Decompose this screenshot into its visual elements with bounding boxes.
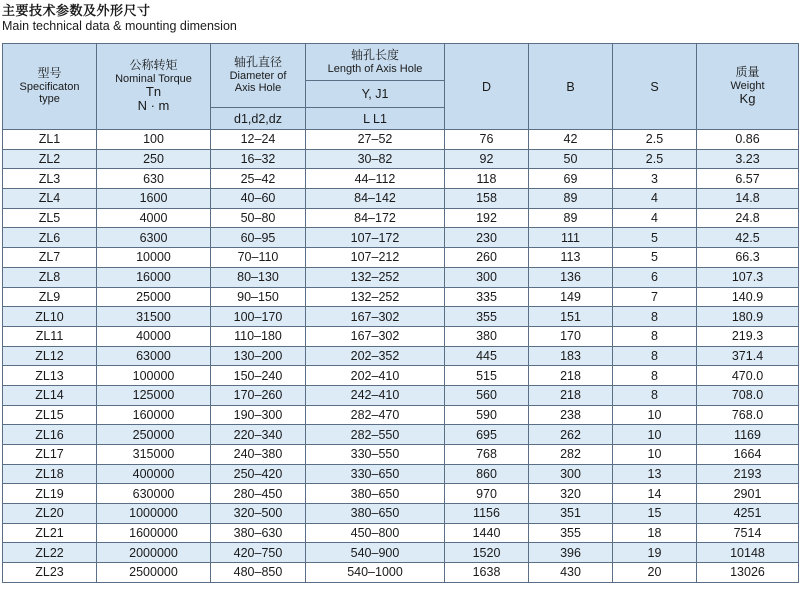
cell-D: 300 (445, 267, 529, 287)
table-row (3, 405, 799, 425)
cell-length: 107–172 (306, 228, 445, 248)
cell-type: ZL9 (3, 287, 97, 307)
cell-D: 515 (445, 366, 529, 386)
table-row (3, 228, 799, 248)
cell-length: 167–302 (306, 326, 445, 346)
table-row (3, 445, 799, 465)
cell-diameter: 150–240 (211, 366, 306, 386)
cell-S: 14 (613, 484, 697, 504)
cell-length: 540–900 (306, 543, 445, 563)
cell-D: 560 (445, 385, 529, 405)
cell-type: ZL13 (3, 366, 97, 386)
table-row (3, 267, 799, 287)
cell-S: 20 (613, 563, 697, 583)
header-type-en1: Specificaton (19, 80, 80, 93)
cell-S: 2.5 (613, 130, 697, 150)
cell-weight: 0.86 (697, 130, 799, 150)
cell-torque: 10000 (97, 248, 211, 268)
header-torque (97, 44, 211, 130)
cell-weight: 2901 (697, 484, 799, 504)
cell-weight: 66.3 (697, 248, 799, 268)
cell-torque: 6300 (97, 228, 211, 248)
cell-S: 8 (613, 346, 697, 366)
cell-diameter: 100–170 (211, 307, 306, 327)
cell-diameter: 480–850 (211, 563, 306, 583)
cell-type: ZL11 (3, 326, 97, 346)
cell-S: 8 (613, 385, 697, 405)
cell-torque: 125000 (97, 385, 211, 405)
cell-length: 540–1000 (306, 563, 445, 583)
cell-S: 8 (613, 307, 697, 327)
cell-type: ZL4 (3, 189, 97, 209)
cell-length: 450–800 (306, 523, 445, 543)
table-row (3, 130, 799, 150)
header-length (306, 44, 445, 81)
header-diameter-en1: Diameter of (229, 69, 287, 82)
cell-S: 19 (613, 543, 697, 563)
cell-S: 15 (613, 504, 697, 524)
table-row (3, 543, 799, 563)
table-row (3, 169, 799, 189)
cell-B: 151 (529, 307, 613, 327)
cell-weight: 24.8 (697, 208, 799, 228)
table-row (3, 366, 799, 386)
cell-B: 50 (529, 149, 613, 169)
cell-type: ZL3 (3, 169, 97, 189)
cell-type: ZL19 (3, 484, 97, 504)
header-length-sub: L L1 (306, 108, 445, 130)
cell-diameter: 25–42 (211, 169, 306, 189)
cell-S: 5 (613, 248, 697, 268)
cell-length: 202–410 (306, 366, 445, 386)
header-diameter-cn: 轴孔直径 (233, 55, 282, 70)
cell-length: 84–142 (306, 189, 445, 209)
header-B: B (529, 44, 613, 130)
table-row (3, 248, 799, 268)
cell-type: ZL20 (3, 504, 97, 524)
cell-B: 238 (529, 405, 613, 425)
cell-diameter: 130–200 (211, 346, 306, 366)
cell-length: 132–252 (306, 267, 445, 287)
cell-diameter: 70–110 (211, 248, 306, 268)
cell-length: 107–212 (306, 248, 445, 268)
cell-B: 149 (529, 287, 613, 307)
cell-weight: 219.3 (697, 326, 799, 346)
cell-torque: 1000000 (97, 504, 211, 524)
cell-D: 1440 (445, 523, 529, 543)
cell-type: ZL10 (3, 307, 97, 327)
cell-type: ZL21 (3, 523, 97, 543)
cell-torque: 2000000 (97, 543, 211, 563)
header-weight-en: Weight (730, 79, 765, 92)
cell-type: ZL17 (3, 445, 97, 465)
header-length-yj: Y, J1 (306, 81, 445, 108)
cell-D: 768 (445, 445, 529, 465)
cell-D: 445 (445, 346, 529, 366)
cell-B: 300 (529, 464, 613, 484)
cell-B: 89 (529, 208, 613, 228)
cell-type: ZL14 (3, 385, 97, 405)
cell-B: 69 (529, 169, 613, 189)
cell-S: 10 (613, 405, 697, 425)
cell-diameter: 220–340 (211, 425, 306, 445)
cell-type: ZL22 (3, 543, 97, 563)
cell-diameter: 170–260 (211, 385, 306, 405)
cell-D: 970 (445, 484, 529, 504)
table-row (3, 208, 799, 228)
cell-D: 260 (445, 248, 529, 268)
cell-torque: 16000 (97, 267, 211, 287)
table-row (3, 189, 799, 209)
cell-length: 84–172 (306, 208, 445, 228)
cell-S: 4 (613, 208, 697, 228)
cell-type: ZL1 (3, 130, 97, 150)
cell-length: 44–112 (306, 169, 445, 189)
cell-B: 170 (529, 326, 613, 346)
cell-B: 89 (529, 189, 613, 209)
cell-type: ZL23 (3, 563, 97, 583)
cell-length: 330–650 (306, 464, 445, 484)
cell-diameter: 60–95 (211, 228, 306, 248)
cell-type: ZL6 (3, 228, 97, 248)
cell-type: ZL15 (3, 405, 97, 425)
cell-length: 380–650 (306, 484, 445, 504)
cell-length: 242–410 (306, 385, 445, 405)
cell-B: 351 (529, 504, 613, 524)
cell-S: 7 (613, 287, 697, 307)
cell-weight: 768.0 (697, 405, 799, 425)
cell-D: 92 (445, 149, 529, 169)
header-D: D (445, 44, 529, 130)
table-row (3, 346, 799, 366)
cell-D: 1520 (445, 543, 529, 563)
cell-torque: 250000 (97, 425, 211, 445)
cell-type: ZL16 (3, 425, 97, 445)
cell-torque: 63000 (97, 346, 211, 366)
cell-diameter: 50–80 (211, 208, 306, 228)
cell-diameter: 40–60 (211, 189, 306, 209)
table-row (3, 326, 799, 346)
cell-weight: 13026 (697, 563, 799, 583)
table-row (3, 563, 799, 583)
cell-torque: 160000 (97, 405, 211, 425)
header-S: S (613, 44, 697, 130)
cell-B: 111 (529, 228, 613, 248)
cell-S: 10 (613, 445, 697, 465)
cell-weight: 107.3 (697, 267, 799, 287)
header-diameter (211, 44, 306, 108)
table-row (3, 287, 799, 307)
cell-length: 27–52 (306, 130, 445, 150)
cell-diameter: 12–24 (211, 130, 306, 150)
cell-weight: 7514 (697, 523, 799, 543)
cell-weight: 470.0 (697, 366, 799, 386)
header-torque-cn: 公称转矩 (129, 58, 178, 73)
cell-type: ZL8 (3, 267, 97, 287)
cell-torque: 400000 (97, 464, 211, 484)
cell-weight: 14.8 (697, 189, 799, 209)
cell-diameter: 280–450 (211, 484, 306, 504)
cell-torque: 2500000 (97, 563, 211, 583)
header-torque-symbol: Tn (145, 83, 162, 99)
cell-weight: 2193 (697, 464, 799, 484)
cell-D: 1156 (445, 504, 529, 524)
cell-length: 167–302 (306, 307, 445, 327)
cell-torque: 1600000 (97, 523, 211, 543)
table-row (3, 464, 799, 484)
cell-D: 860 (445, 464, 529, 484)
cell-S: 3 (613, 169, 697, 189)
table-row (3, 307, 799, 327)
cell-S: 6 (613, 267, 697, 287)
header-weight (697, 44, 799, 130)
cell-weight: 3.23 (697, 149, 799, 169)
spec-table (2, 43, 799, 583)
cell-B: 42 (529, 130, 613, 150)
cell-weight: 4251 (697, 504, 799, 524)
table-row (3, 425, 799, 445)
page-subtitle: Main technical data & mounting dimension (2, 19, 237, 33)
cell-D: 230 (445, 228, 529, 248)
cell-length: 330–550 (306, 445, 445, 465)
cell-D: 118 (445, 169, 529, 189)
cell-diameter: 380–630 (211, 523, 306, 543)
table-row (3, 149, 799, 169)
cell-torque: 315000 (97, 445, 211, 465)
cell-weight: 1664 (697, 445, 799, 465)
cell-B: 320 (529, 484, 613, 504)
header-type (3, 44, 97, 130)
cell-S: 8 (613, 366, 697, 386)
cell-B: 218 (529, 385, 613, 405)
cell-S: 5 (613, 228, 697, 248)
cell-D: 1638 (445, 563, 529, 583)
cell-S: 8 (613, 326, 697, 346)
cell-torque: 4000 (97, 208, 211, 228)
cell-weight: 10148 (697, 543, 799, 563)
cell-type: ZL5 (3, 208, 97, 228)
cell-S: 10 (613, 425, 697, 445)
cell-type: ZL18 (3, 464, 97, 484)
cell-torque: 630 (97, 169, 211, 189)
cell-weight: 180.9 (697, 307, 799, 327)
cell-B: 282 (529, 445, 613, 465)
cell-torque: 630000 (97, 484, 211, 504)
header-torque-unit: N · m (137, 98, 170, 114)
cell-diameter: 250–420 (211, 464, 306, 484)
table-row (3, 385, 799, 405)
header-type-cn: 型号 (37, 66, 62, 81)
cell-D: 380 (445, 326, 529, 346)
cell-weight: 6.57 (697, 169, 799, 189)
cell-S: 18 (613, 523, 697, 543)
header-type-en2: type (39, 93, 60, 106)
cell-D: 76 (445, 130, 529, 150)
cell-B: 355 (529, 523, 613, 543)
header-weight-unit: Kg (739, 91, 756, 107)
cell-type: ZL2 (3, 149, 97, 169)
cell-torque: 250 (97, 149, 211, 169)
cell-D: 355 (445, 307, 529, 327)
cell-torque: 25000 (97, 287, 211, 307)
header-diameter-en2: Axis Hole (234, 82, 282, 95)
cell-length: 30–82 (306, 149, 445, 169)
cell-torque: 31500 (97, 307, 211, 327)
cell-diameter: 110–180 (211, 326, 306, 346)
cell-weight: 42.5 (697, 228, 799, 248)
cell-length: 282–550 (306, 425, 445, 445)
cell-diameter: 240–380 (211, 445, 306, 465)
cell-D: 158 (445, 189, 529, 209)
cell-D: 335 (445, 287, 529, 307)
table-row (3, 523, 799, 543)
cell-weight: 140.9 (697, 287, 799, 307)
cell-torque: 1600 (97, 189, 211, 209)
table-row (3, 484, 799, 504)
cell-diameter: 320–500 (211, 504, 306, 524)
cell-S: 2.5 (613, 149, 697, 169)
table-row (3, 504, 799, 524)
cell-diameter: 80–130 (211, 267, 306, 287)
cell-B: 218 (529, 366, 613, 386)
cell-D: 192 (445, 208, 529, 228)
cell-length: 202–352 (306, 346, 445, 366)
header-weight-cn: 质量 (735, 65, 760, 80)
cell-B: 396 (529, 543, 613, 563)
cell-B: 183 (529, 346, 613, 366)
cell-type: ZL12 (3, 346, 97, 366)
cell-diameter: 16–32 (211, 149, 306, 169)
cell-diameter: 90–150 (211, 287, 306, 307)
cell-weight: 708.0 (697, 385, 799, 405)
cell-diameter: 190–300 (211, 405, 306, 425)
cell-S: 4 (613, 189, 697, 209)
cell-B: 262 (529, 425, 613, 445)
cell-diameter: 420–750 (211, 543, 306, 563)
cell-weight: 1169 (697, 425, 799, 445)
header-diameter-sub: d1,d2,dz (211, 108, 306, 130)
cell-B: 136 (529, 267, 613, 287)
cell-length: 282–470 (306, 405, 445, 425)
cell-weight: 371.4 (697, 346, 799, 366)
cell-B: 113 (529, 248, 613, 268)
cell-B: 430 (529, 563, 613, 583)
header-torque-en: Nominal Torque (115, 72, 192, 85)
header-length-en: Length of Axis Hole (327, 62, 423, 75)
cell-type: ZL7 (3, 248, 97, 268)
cell-torque: 40000 (97, 326, 211, 346)
header-length-cn: 轴孔长度 (350, 48, 399, 63)
cell-S: 13 (613, 464, 697, 484)
page-title: 主要技术参数及外形尺寸 (2, 4, 151, 19)
cell-length: 380–650 (306, 504, 445, 524)
cell-D: 590 (445, 405, 529, 425)
cell-torque: 100000 (97, 366, 211, 386)
cell-D: 695 (445, 425, 529, 445)
cell-torque: 100 (97, 130, 211, 150)
cell-length: 132–252 (306, 287, 445, 307)
